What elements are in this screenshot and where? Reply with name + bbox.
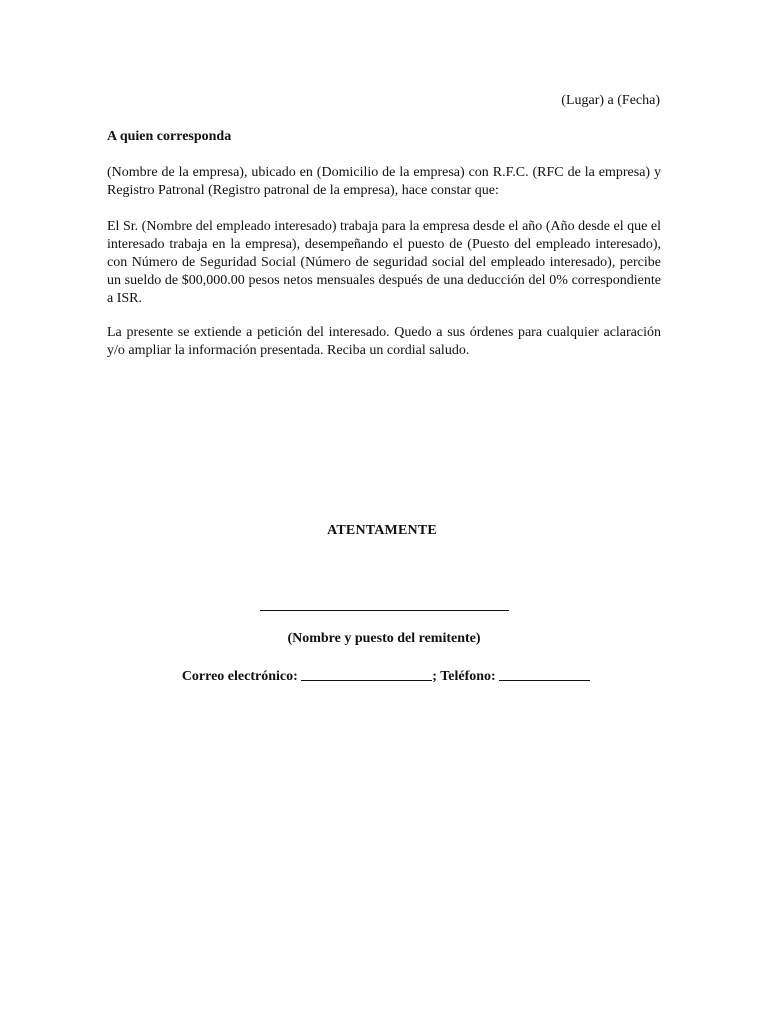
paragraph-company-intro: (Nombre de la empresa), ubicado en (Domicilio de la empresa) con R.F.C. (RFC de la empresa) y Registro Patronal (Registro patronal de la empresa), hace constar que:	[107, 165, 661, 198]
place-date: (Lugar) a (Fecha)	[561, 93, 660, 108]
salutation: A quien corresponda	[107, 129, 232, 144]
contact-line	[0, 666, 768, 686]
paragraph-closing-remarks: La presente se extiende a petición del interesado. Quedo a sus órdenes para cualquier aclaración y/o ampliar la información presentada. Reciba un cordial saludo.	[107, 325, 661, 358]
phone-blank	[499, 666, 590, 681]
contact-separator: ;	[432, 669, 437, 684]
closing-word: ATENTAMENTE	[327, 523, 437, 538]
sender-placeholder: (Nombre y puesto del remitente)	[287, 631, 481, 646]
paragraph-employee-details: El Sr. (Nombre del empleado interesado) trabaja para la empresa desde el año (Año desde el que el interesado trabaja en la empresa), desempeñando el puesto de (Puesto del empleado interesado), con Número de Seguridad Social (Número de seguridad social del empleado interesado), percibe un sueldo de $00,000.00 pesos netos mensuales después de una deducción del 0% correspondiente a ISR.	[107, 219, 661, 306]
email-blank	[301, 666, 432, 681]
email-label: Correo electrónico:	[181, 669, 298, 684]
phone-label: Teléfono:	[440, 669, 496, 684]
signature-line	[260, 610, 509, 611]
